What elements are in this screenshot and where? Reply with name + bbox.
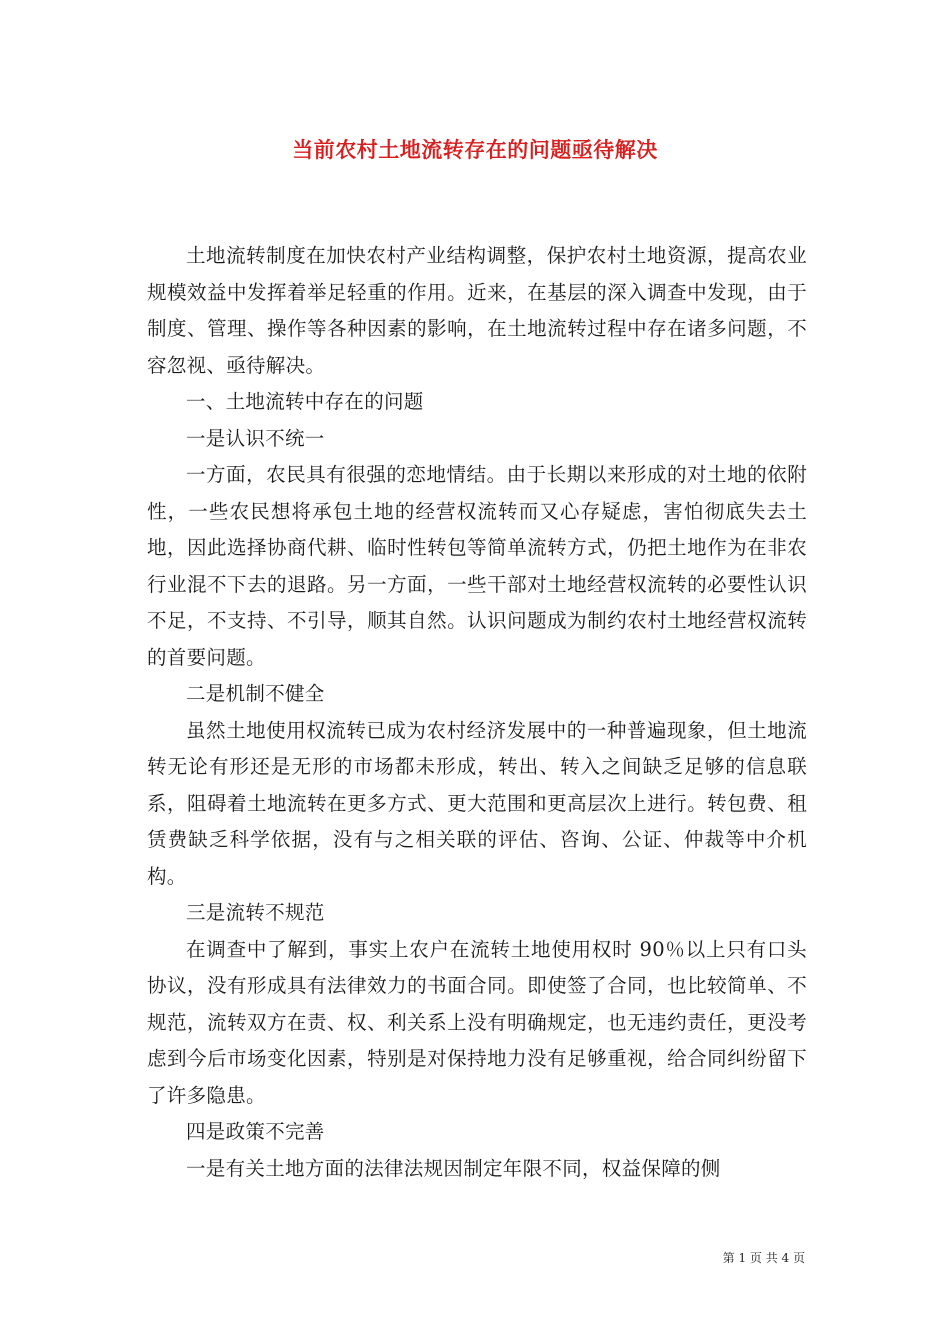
paragraph-intro: 土地流转制度在加快农村产业结构调整，保护农村土地资源，提高农业规模效益中发挥着举足轻重的作用。近来，在基层的深入调查中发现，由于制度、管理、操作等各种因素的影响，在土地流转过程中存在诸多问题，不容忽视、亟待解决。 <box>147 244 807 377</box>
subheading-irregular: 三是流转不规范 <box>186 901 325 924</box>
subheading-policy: 四是政策不完善 <box>186 1120 325 1143</box>
paragraph-policy: 一是有关土地方面的法律法规因制定年限不同，权益保障的侧 <box>186 1156 721 1180</box>
document-body <box>147 238 807 1187</box>
subheading-cognition: 一是认识不统一 <box>186 426 325 450</box>
document-title: 当前农村土地流转存在的问题亟待解决 <box>292 137 658 162</box>
subheading-mechanism: 二是机制不健全 <box>186 682 325 705</box>
section-heading-problems: 一、土地流转中存在的问题 <box>186 390 424 413</box>
page-number-footer: 第 1 页 共 4 页 <box>722 1251 805 1265</box>
paragraph-cognition: 一方面，农民具有很强的恋地情结。由于长期以来形成的对土地的依附性，一些农民想将承包土地的经营权流转而又心存疑虑，害怕彻底失去土地，因此选择协商代耕、临时性转包等简单流转方式，仍把土地作为在非农行业混不下去的退路。另一方面，一些干部对土地经营权流转的必要性认识不足，不支持、不引导，顺其自然。认识问题成为制约农村土地经营权流转的首要问题。 <box>147 463 807 669</box>
paragraph-irregular: 在调查中了解到，事实上农户在流转土地使用权时 90％以上只有口头协议，没有形成具有法律效力的书面合同。即使签了合同，也比较简单、不规范，流转双方在责、权、利关系上没有明确规定，也无违约责任，更没考虑到今后市场变化因素，特别是对保持地力没有足够重视，给合同纠纷留下了许多隐患。 <box>147 937 807 1107</box>
paragraph-mechanism: 虽然土地使用权流转已成为农村经济发展中的一种普遍现象，但土地流转无论有形还是无形的市场都未形成，转出、转入之间缺乏足够的信息联系，阻碍着土地流转在更多方式、更大范围和更高层次上进行。转包费、租赁费缺乏科学依据，没有与之相关联的评估、咨询、公证、仲裁等中介机构。 <box>147 718 807 888</box>
